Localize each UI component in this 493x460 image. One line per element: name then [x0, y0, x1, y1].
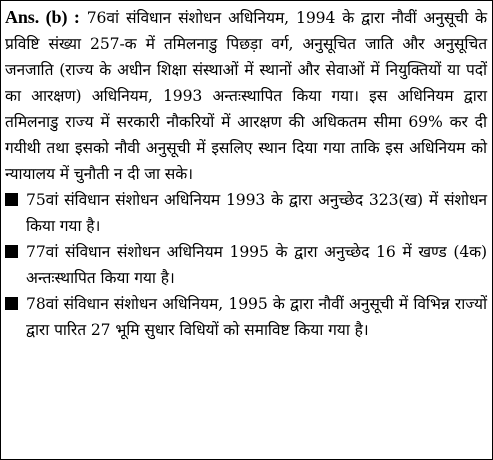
list-item-text: 77वां संविधान संशोधन अधिनियम 1995 के द्वारा अनुच्छेद 16 में खण्ड (4क) अन्तःस्थापित किया गया है। [26, 243, 487, 287]
list-item [5, 291, 487, 343]
answer-text: 76वां संविधान संशोधन अधिनियम, 1994 के द्वारा नौवीं अनुसूची के प्रविष्टि संख्या 257-क में तमिलनाडु पिछड़ा वर्ग, अनुसूचित जाति और अनुसूचित जनजाति (राज्य के अधीन शिक्षा संस्थाओं में स्थानों और सेवाओं में नियुक्तियों या पदों का आरक्षण) अधिनियम, 1993 अन्तःस्थापित किया गया। इस अधिनियम द्वारा तमिलनाडु राज्य में सरकारी नौकरियों में आरक्षण की अधिकतम सीमा 69% कर दी गयीथी तथा इसको नौवी अनुसूची में इसलिए स्थान दिया गया ताकि इस अधिनियम को न्यायालय में चुनौती न दी जा सके। [5, 9, 487, 183]
list-item-text: 78वां संविधान संशोधन अधिनियम, 1995 के द्वारा नौवीं अनुसूची में विभिन्न राज्यों द्वारा पारित 27 भूमि सुधार विधियों को समाविष्ट किया गया है। [26, 295, 487, 339]
answer-label: Ans. (b) : [5, 7, 80, 27]
answer-paragraph [5, 4, 487, 187]
square-bullet-icon [5, 193, 18, 206]
list-item [5, 187, 487, 239]
list-item-text: 75वां संविधान संशोधन अधिनियम 1993 के द्वारा अनुच्छेद 323(ख) में संशोधन किया गया है। [26, 191, 487, 235]
square-bullet-icon [5, 245, 18, 258]
amendment-list [5, 187, 487, 343]
square-bullet-icon [5, 297, 18, 310]
list-item [5, 239, 487, 291]
